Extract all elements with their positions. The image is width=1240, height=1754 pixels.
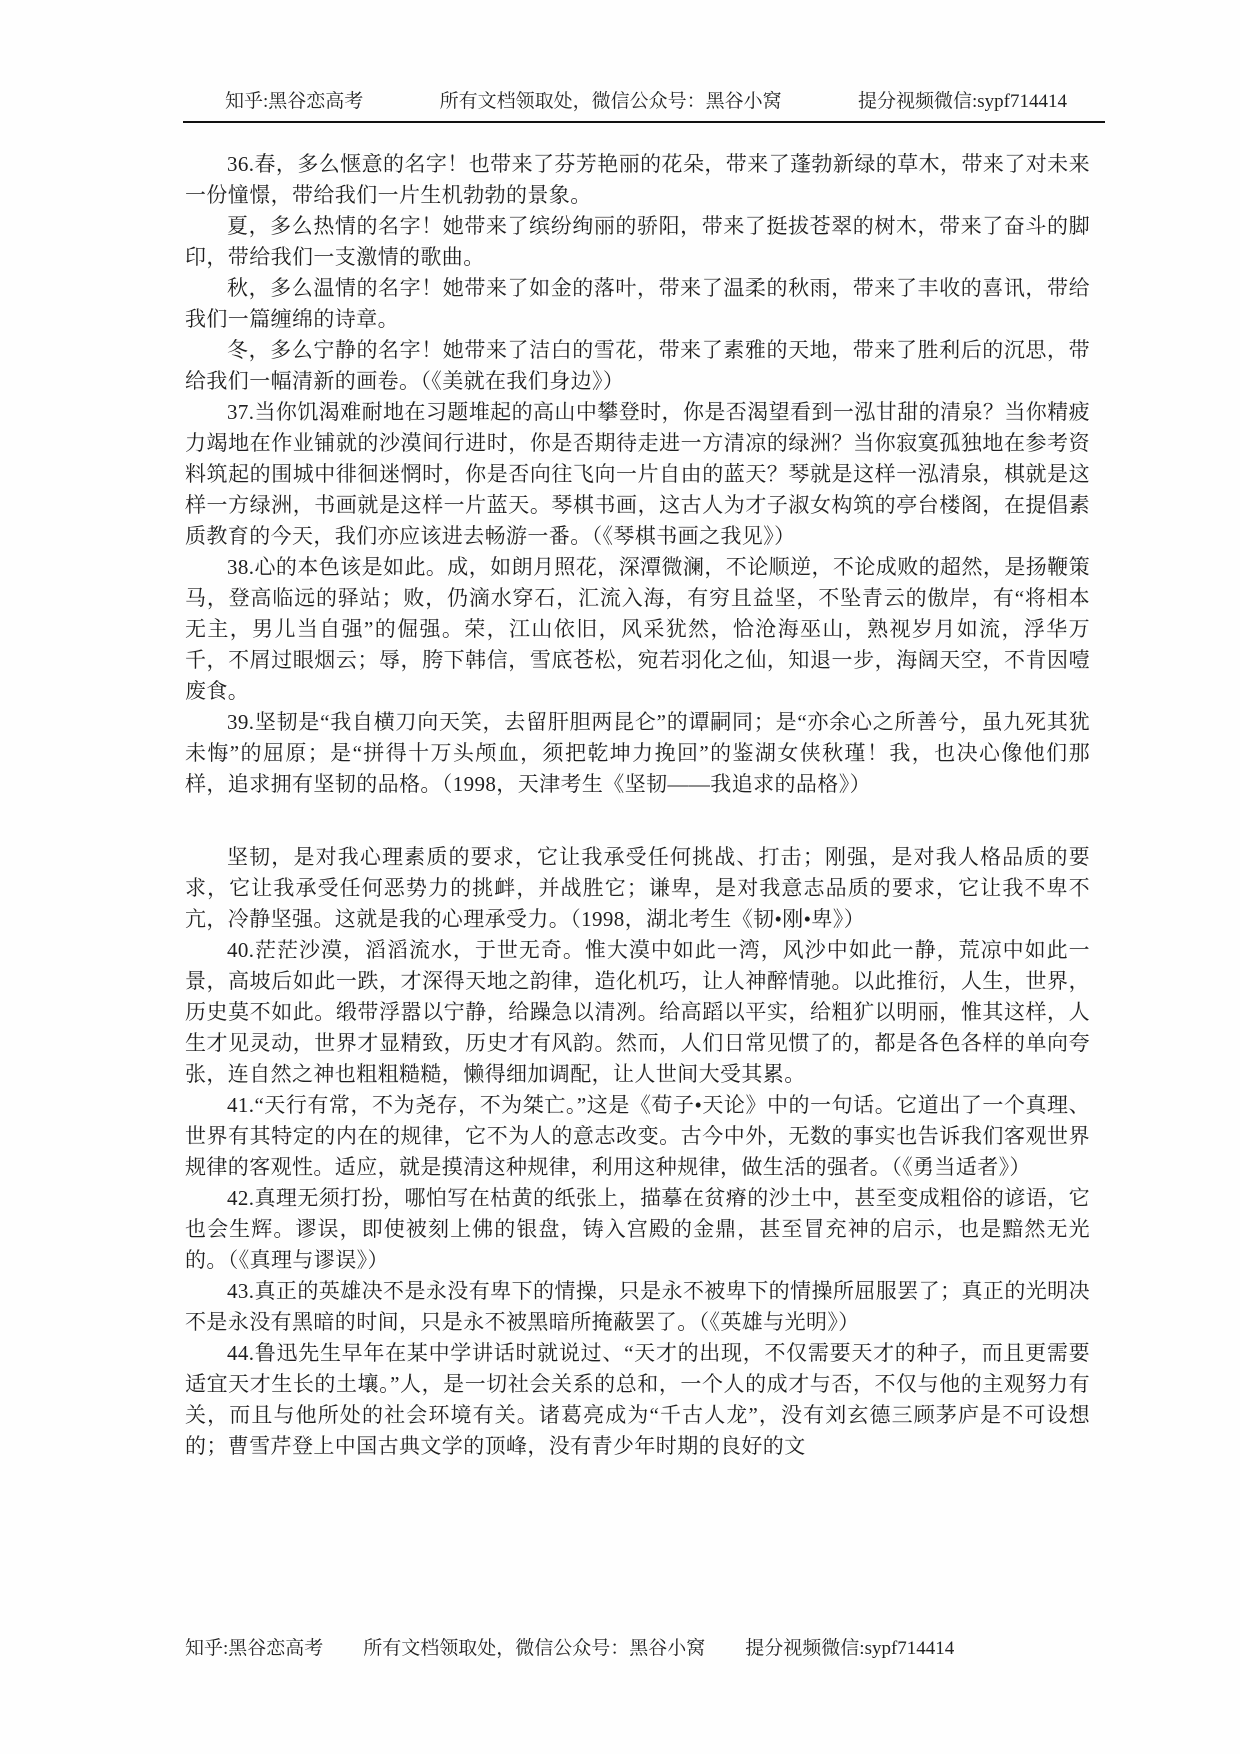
document-body	[185, 149, 1090, 1462]
footer-watermark-left: 知乎:黑谷恋高考	[185, 1638, 324, 1659]
paragraph: 夏，多么热情的名字！她带来了缤纷绚丽的骄阳，带来了挺拔苍翠的树木，带来了奋斗的脚印，带给我们一支激情的歌曲。	[185, 214, 1090, 269]
paragraph: 37.当你饥渴难耐地在习题堆起的高山中攀登时，你是否渴望看到一泓甘甜的清泉？当你精疲力竭地在作业铺就的沙漠间行进时，你是否期待走进一方清凉的绿洲？当你寂寞孤独地在参考资料筑起的围城中徘徊迷惘时，你是否向往飞向一片自由的蓝天？琴就是这样一泓清泉，棋就是这样一方绿洲，书画就是这样一片蓝天。琴棋书画，这古人为才子淑女构筑的亭台楼阁，在提倡素质教育的今天，我们亦应该进去畅游一番。（《琴棋书画之我见》）	[185, 400, 1090, 548]
paragraph: 43.真正的英雄决不是永没有卑下的情操，只是永不被卑下的情操所屈服罢了；真正的光明决不是永没有黑暗的时间，只是永不被黑暗所掩蔽罢了。（《英雄与光明》）	[185, 1279, 1090, 1334]
paragraph-list	[185, 149, 1090, 1462]
paragraph: 39.坚韧是“我自横刀向天笑，去留肝胆两昆仑”的谭嗣同；是“亦余心之所善兮，虽九死其犹未悔”的屈原；是“拼得十万头颅血，须把乾坤力挽回”的鉴湖女侠秋瑾！我，也决心像他们那样，追求拥有坚韧的品格。（1998，天津考生《坚韧——我追求的品格》）	[185, 710, 1090, 796]
paragraph: 38.心的本色该是如此。成，如朗月照花，深潭微澜，不论顺逆，不论成败的超然，是扬鞭策马，登高临远的驿站；败，仍滴水穿石，汇流入海，有穷且益坚，不坠青云的傲岸，有“将相本无主，男儿当自强”的倔强。荣，江山依旧，风采犹然，恰沧海巫山，熟视岁月如流，浮华万千，不屑过眼烟云；辱，胯下韩信，雪底苍松，宛若羽化之仙，知退一步，海阔天空，不肯因噎废食。	[185, 555, 1090, 703]
header-watermark-left: 知乎:黑谷恋高考	[225, 91, 364, 112]
page-footer	[185, 1633, 1090, 1660]
paragraph: 42.真理无须打扮，哪怕写在枯黄的纸张上，描摹在贫瘠的沙土中，甚至变成粗俗的谚语，它也会生辉。谬误，即使被刻上佛的银盘，铸入宫殿的金鼎，甚至冒充神的启示，也是黯然无光的。（《真理与谬误》）	[185, 1186, 1090, 1272]
header-watermark-right: 提分视频微信:sypf714414	[857, 91, 1067, 112]
paragraph: 36.春，多么惬意的名字！也带来了芬芳艳丽的花朵，带来了蓬勃新绿的草木，带来了对未来一份憧憬，带给我们一片生机勃勃的景象。	[185, 152, 1090, 207]
header-watermark-center: 所有文档领取处，微信公众号：黑谷小窝	[439, 91, 782, 112]
footer-watermark-right: 提分视频微信:sypf714414	[745, 1638, 955, 1659]
paragraph: 冬，多么宁静的名字！她带来了洁白的雪花，带来了素雅的天地，带来了胜利后的沉思，带给我们一幅清新的画卷。（《美就在我们身边》）	[185, 338, 1090, 393]
paragraph: 41.“天行有常，不为尧存，不为桀亡。”这是《荀子•天论》中的一句话。它道出了一个真理、世界有其特定的内在的规律，它不为人的意志改变。古今中外，无数的事实也告诉我们客观世界规律的客观性。适应，就是摸清这种规律，利用这种规律，做生活的强者。（《勇当适者》）	[185, 1093, 1090, 1179]
page-header	[183, 86, 1105, 123]
paragraph-spacer	[185, 800, 1090, 842]
paragraph: 秋，多么温情的名字！她带来了如金的落叶，带来了温柔的秋雨，带来了丰收的喜讯，带给我们一篇缠绵的诗章。	[185, 276, 1090, 331]
paragraph: 坚韧，是对我心理素质的要求，它让我承受任何挑战、打击；刚强，是对我人格品质的要求，它让我承受任何恶势力的挑衅，并战胜它；谦卑，是对我意志品质的要求，它让我不卑不亢，冷静坚强。这就是我的心理承受力。（1998，湖北考生《韧•刚•卑》）	[185, 845, 1090, 931]
paragraph: 44.鲁迅先生早年在某中学讲话时就说过、“天才的出现，不仅需要天才的种子，而且更需要适宜天才生长的土壤。”人，是一切社会关系的总和，一个人的成才与否，不仅与他的主观努力有关，而且与他所处的社会环境有关。诸葛亮成为“千古人龙”，没有刘玄德三顾茅庐是不可设想的；曹雪芹登上中国古典文学的顶峰，没有青少年时期的良好的文	[185, 1341, 1090, 1458]
footer-watermark-center: 所有文档领取处，微信公众号：黑谷小窝	[363, 1638, 706, 1659]
paragraph: 40.茫茫沙漠，滔滔流水，于世无奇。惟大漠中如此一湾，风沙中如此一静，荒凉中如此一景，高坡后如此一跌，才深得天地之韵律，造化机巧，让人神醉情驰。以此推衍，人生，世界，历史莫不如此。缎带浮嚣以宁静，给躁急以清冽。给高蹈以平实，给粗犷以明丽，惟其这样，人生才见灵动，世界才显精致，历史才有风韵。然而，人们日常见惯了的，都是各色各样的单向夸张，连自然之神也粗粗糙糙，懒得细加调配，让人世间大受其累。	[185, 938, 1090, 1086]
